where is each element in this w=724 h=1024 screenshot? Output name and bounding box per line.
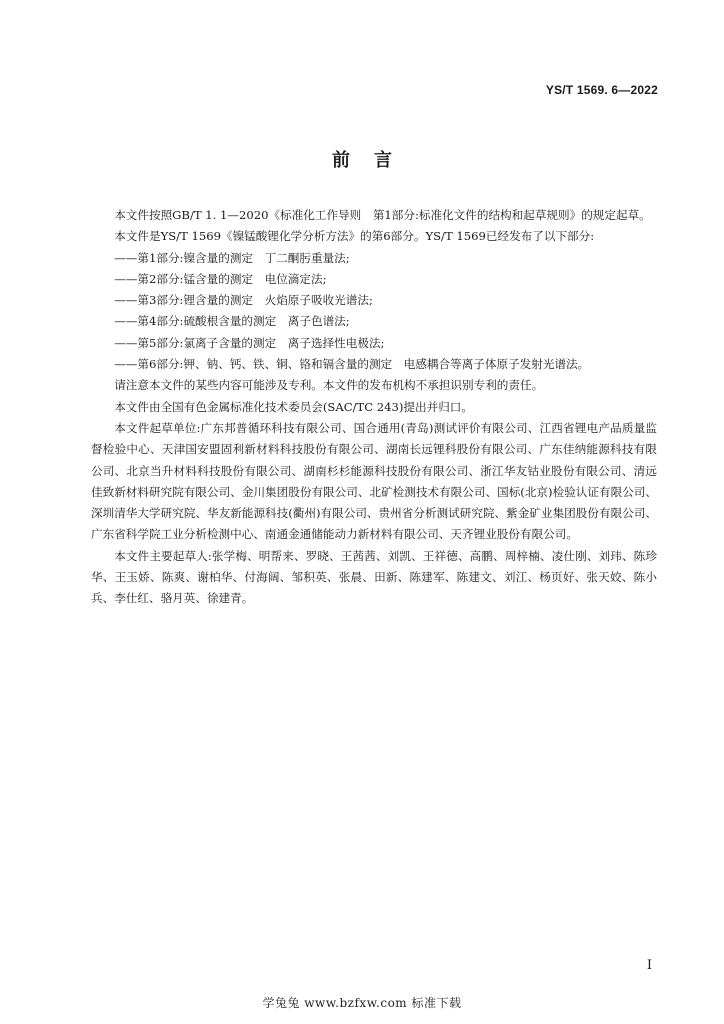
footer-watermark: 学兔兔 www.bzfxw.com 标准下载 bbox=[262, 996, 462, 1010]
paragraph-patent-notice: 请注意本文件的某些内容可能涉及专利。本文件的发布机构不承担识别专利的责任。 bbox=[114, 378, 544, 393]
list-item-part-2: ——第2部分:锰含量的测定 电位滴定法; bbox=[114, 271, 327, 286]
foreword-body bbox=[91, 205, 657, 610]
list-item-part-5: ——第5部分:氯离子含量的测定 离子选择性电极法; bbox=[114, 335, 385, 350]
paragraph-drafting-units: 本文件起草单位:广东邦普循环科技有限公司、国合通用(青岛)测试评价有限公司、江西省锂电产品质量监督检验中心、天津国安盟固利新材料科技股份有限公司、湖南长远锂科股份有限公司、广东佳纳能源科技有限公司、北京当升材料科技股份有限公司、湖南杉杉能源科技股份有限公司、浙江华友钴业股份有限公司、清远佳致新材料研究院有限公司、金川集团股份有限公司、北矿检测技术有限公司、国标(北京)检验认证有限公司、深圳清华大学研究院、华友新能源科技(衢州)有限公司、贵州省分析测试研究院、紫金矿业集团股份有限公司、广东省科学院工业分析检测中心、南通金通储能动力新材料有限公司、天齐锂业股份有限公司。 bbox=[91, 420, 657, 542]
list-item-part-4: ——第4部分:硫酸根含量的测定 离子色谱法; bbox=[114, 314, 350, 329]
list-item-part-3: ——第3部分:锂含量的测定 火焰原子吸收光谱法; bbox=[114, 293, 373, 308]
page-title: 前言 bbox=[332, 150, 416, 171]
paragraph-drafting-rules: 本文件按照GB/T 1. 1—2020《标准化工作导则 第1部分:标准化文件的结构和起草规则》的规定起草。 bbox=[114, 208, 651, 222]
paragraph-part-intro: 本文件是YS/T 1569《镍锰酸锂化学分析方法》的第6部分。YS/T 1569已经发布了以下部分: bbox=[114, 229, 595, 244]
list-item-part-6: ——第6部分:钾、钠、钙、铁、铜、铬和镉含量的测定 电感耦合等离子体原子发射光谱法。 bbox=[114, 357, 590, 372]
list-item-part-1: ——第1部分:镍含量的测定 丁二酮肟重量法; bbox=[114, 250, 350, 265]
paragraph-drafters: 本文件主要起草人:张学梅、明帮来、罗晓、王茜茜、刘凯、王祥德、高鹏、周梓楠、凌仕刚、刘玮、陈珍华、王玉娇、陈爽、谢柏华、付海阔、邹积英、张晨、田新、陈建军、陈建文、刘江、杨页好、张天姣、陈小兵、李仕红、骆月英、徐建青。 bbox=[91, 548, 657, 606]
page-number: I bbox=[646, 958, 652, 973]
standard-code: YS/T 1569. 6—2022 bbox=[545, 83, 658, 97]
paragraph-proposer: 本文件由全国有色金属标准化技术委员会(SAC/TC 243)提出并归口。 bbox=[114, 399, 473, 414]
